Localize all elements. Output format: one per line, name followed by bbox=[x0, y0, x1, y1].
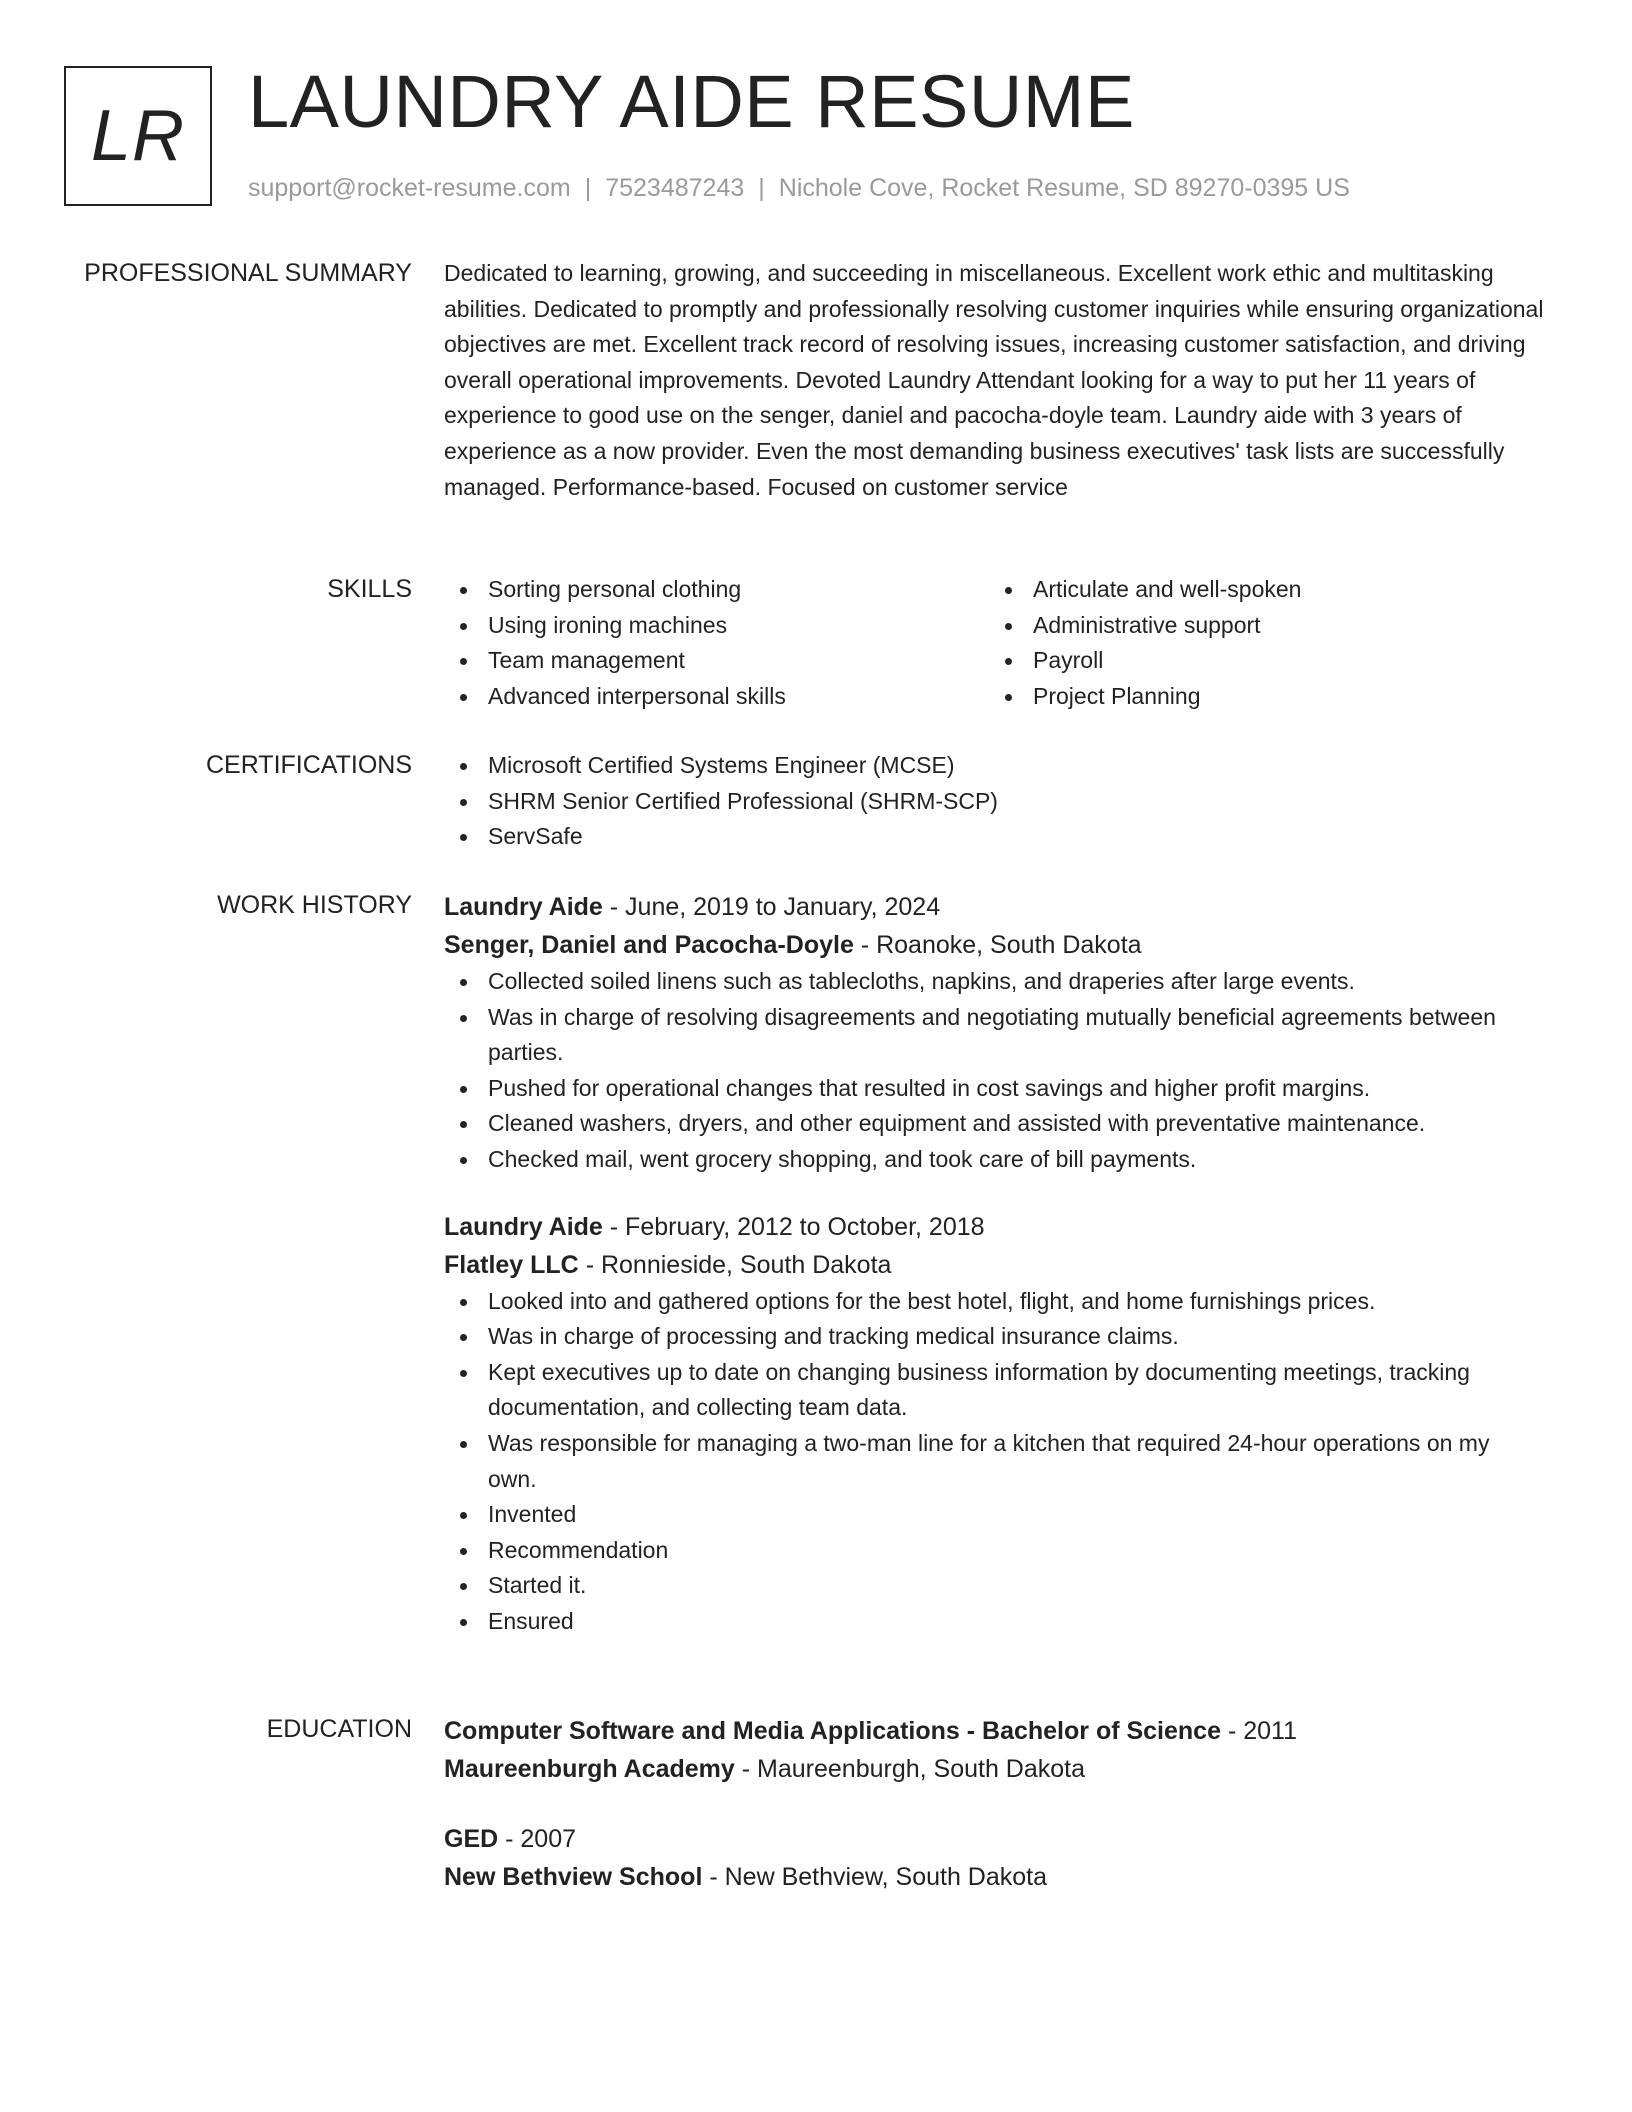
job-bullet-list bbox=[444, 1284, 1544, 1640]
job-bullet: Kept executives up to date on changing business information by documenting meetings, tracking documentation, and collecting team data. bbox=[444, 1355, 1544, 1426]
job-bullet: Looked into and gathered options for the best hotel, flight, and home furnishings prices. bbox=[444, 1284, 1544, 1320]
skill-item: Administrative support bbox=[989, 608, 1534, 644]
skills-list-left bbox=[444, 572, 989, 714]
job-entry bbox=[444, 1208, 1544, 1640]
certifications-list bbox=[444, 748, 1544, 855]
education-school: Maureenburgh Academy bbox=[444, 1755, 735, 1783]
job-title-line bbox=[444, 888, 1544, 926]
page-title: LAUNDRY AIDE RESUME bbox=[248, 60, 1135, 143]
work-history-body bbox=[444, 888, 1544, 1640]
job-dates: - February, 2012 to October, 2018 bbox=[602, 1212, 985, 1241]
job-location: - Roanoke, South Dakota bbox=[853, 931, 1142, 959]
contact-phone[interactable]: 7523487243 bbox=[605, 174, 745, 202]
job-bullet: Invented bbox=[444, 1497, 1544, 1533]
summary-body bbox=[444, 256, 1544, 505]
job-bullet: Was responsible for managing a two-man line for a kitchen that required 24-hour operations on my own. bbox=[444, 1426, 1544, 1497]
job-bullet: Recommendation bbox=[444, 1533, 1544, 1569]
education-degree-line bbox=[444, 1712, 1544, 1750]
skills-body bbox=[444, 572, 1544, 714]
education-degree-line bbox=[444, 1820, 1544, 1858]
job-company-line bbox=[444, 1246, 1544, 1284]
job-title: Laundry Aide bbox=[444, 893, 603, 921]
skill-item: Articulate and well-spoken bbox=[989, 572, 1534, 608]
job-bullet: Was in charge of resolving disagreements and negotiating mutually beneficial agreements between parties. bbox=[444, 1000, 1544, 1071]
job-bullet: Collected soiled linens such as tablecloths, napkins, and draperies after large events. bbox=[444, 964, 1544, 1000]
skill-item: Project Planning bbox=[989, 679, 1534, 715]
education-year: - 2007 bbox=[498, 1825, 577, 1853]
summary-text: Dedicated to learning, growing, and succeeding in miscellaneous. Excellent work ethic and multitasking abilities. Dedicated to promptly and professionally resolving customer inquiries while ensuring organizational objectives are met. Excellent track record of resolving issues, increasing customer satisfaction, and driving overall operational improvements. Devoted Laundry Attendant looking for a way to put her 11 years of experience to good use on the senger, daniel and pacocha-doyle team. Laundry aide with 3 years of experience as a now provider. Even the most demanding business executives' task lists are successfully managed. Performance-based. Focused on customer service bbox=[444, 260, 1544, 500]
section-label-education: EDUCATION bbox=[266, 1715, 412, 1743]
section-label-certifications: CERTIFICATIONS bbox=[205, 751, 412, 779]
job-entry bbox=[444, 888, 1544, 1178]
job-bullet: Cleaned washers, dryers, and other equipment and assisted with preventative maintenance. bbox=[444, 1106, 1544, 1142]
skills-list-right bbox=[989, 572, 1534, 714]
contact-separator: | bbox=[584, 174, 592, 202]
job-bullet-list bbox=[444, 964, 1544, 1178]
certification-item: ServSafe bbox=[444, 819, 1544, 855]
certification-item: Microsoft Certified Systems Engineer (MCSE) bbox=[444, 748, 1544, 784]
job-company: Senger, Daniel and Pacocha-Doyle bbox=[444, 931, 854, 959]
contact-separator: | bbox=[758, 174, 765, 202]
education-location: - Maureenburgh, South Dakota bbox=[734, 1755, 1086, 1783]
skill-item: Using ironing machines bbox=[444, 608, 989, 644]
contact-address: Nichole Cove, Rocket Resume, SD 89270-0395 US bbox=[778, 174, 1350, 202]
contact-email[interactable]: support@rocket-resume.com bbox=[248, 174, 571, 202]
education-degree: Computer Software and Media Applications - Bachelor of Science bbox=[444, 1717, 1221, 1745]
job-bullet: Checked mail, went grocery shopping, and took care of bill payments. bbox=[444, 1142, 1544, 1178]
education-degree: GED bbox=[444, 1825, 499, 1853]
section-label-skills: SKILLS bbox=[327, 575, 412, 603]
section-label-work-history: WORK HISTORY bbox=[217, 891, 412, 919]
skill-item: Team management bbox=[444, 643, 989, 679]
job-title-line bbox=[444, 1208, 1544, 1246]
monogram-logo: LR bbox=[64, 66, 212, 206]
skills-grid bbox=[444, 572, 1544, 714]
certification-item: SHRM Senior Certified Professional (SHRM-SCP) bbox=[444, 784, 1544, 820]
education-entry bbox=[444, 1712, 1544, 1788]
skill-item: Payroll bbox=[989, 643, 1534, 679]
education-school: New Bethview School bbox=[444, 1863, 703, 1891]
job-dates: - June, 2019 to January, 2024 bbox=[602, 893, 941, 921]
job-company-line bbox=[444, 926, 1544, 964]
education-school-line bbox=[444, 1750, 1544, 1788]
education-entry bbox=[444, 1820, 1544, 1896]
job-bullet: Was in charge of processing and tracking medical insurance claims. bbox=[444, 1319, 1544, 1355]
job-bullet: Ensured bbox=[444, 1604, 1544, 1640]
contact-line bbox=[248, 172, 1350, 204]
job-bullet: Started it. bbox=[444, 1568, 1544, 1604]
education-year: - 2011 bbox=[1221, 1717, 1297, 1745]
certifications-body bbox=[444, 748, 1544, 855]
section-label-summary: PROFESSIONAL SUMMARY bbox=[84, 259, 412, 287]
job-title: Laundry Aide bbox=[444, 1212, 603, 1241]
job-location: - Ronnieside, South Dakota bbox=[578, 1250, 892, 1279]
job-bullet: Pushed for operational changes that resulted in cost savings and higher profit margins. bbox=[444, 1071, 1544, 1107]
education-school-line bbox=[444, 1858, 1544, 1896]
education-location: - New Bethview, South Dakota bbox=[702, 1863, 1048, 1891]
education-body bbox=[444, 1712, 1544, 1928]
job-company: Flatley LLC bbox=[444, 1250, 579, 1279]
skill-item: Advanced interpersonal skills bbox=[444, 679, 989, 715]
skill-item: Sorting personal clothing bbox=[444, 572, 989, 608]
